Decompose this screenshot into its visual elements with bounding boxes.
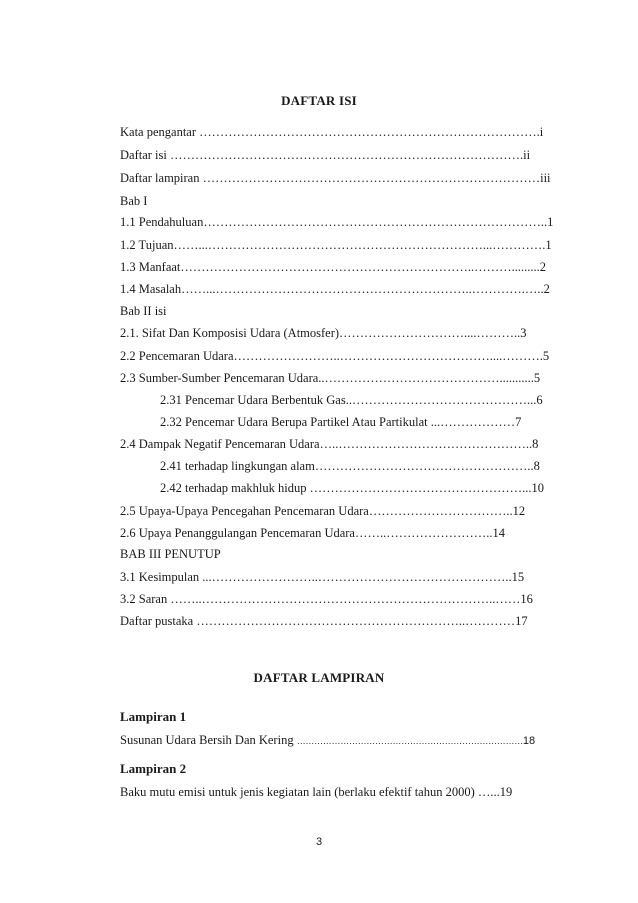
toc-subentry: 2.41 terhadap lingkungan alam……………………………………………..8 [160, 459, 540, 473]
toc-entry: 2.4 Dampak Negatif Pencemaran Udara…..………………………………………..8 [120, 437, 539, 451]
toc-entry: 3.2 Saran ……..……………………………………………………………..……16 [120, 592, 533, 606]
toc-entry: 2.5 Upaya-Upaya Pencegahan Pencemaran Udara……………………………..12 [120, 504, 526, 518]
toc-entry: Daftar pustaka ………………………………………………………..…………17 [120, 614, 528, 628]
toc-entry: 1.1 Pendahuluan………………………………………………………………………..1 [120, 215, 554, 229]
toc-entry: 1.2 Tujuan……...…………………………………………………………...………….1 [120, 238, 552, 252]
toc-entry: Kata pengantar ……………………………………………………………………….i [120, 125, 544, 139]
lampiran-heading: Lampiran 2 [120, 761, 187, 776]
toc-entry: Daftar lampiran ………………………………………………………………………iii [120, 171, 551, 185]
lampiran-heading: Lampiran 1 [120, 709, 187, 724]
lampiran-entry: Baku mutu emisi untuk jenis kegiatan lain (berlaku efektif tahun 2000) …...19 [120, 785, 513, 799]
lampiran-entry-leader: …………………………………………………………………… [296, 736, 523, 746]
toc-entry: BAB III PENUTUP [120, 547, 221, 561]
toc-entry: 2.1. Sifat Dan Komposisi Udara (Atmosfer)…………………………....………..3 [120, 326, 527, 340]
lampiran-title: DAFTAR LAMPIRAN [253, 670, 385, 685]
toc-entry: 2.2 Pencemaran Udara……………………..………………………………....……….5 [120, 349, 550, 363]
lampiran-entry [120, 732, 535, 749]
toc-subentry: 2.31 Pencemar Udara Berbentuk Gas..……………………………………...6 [160, 393, 543, 407]
toc-entry: 2.6 Upaya Penanggulangan Pencemaran Udara……..……………………..14 [120, 526, 505, 540]
lampiran-entry-page: 18 [522, 735, 536, 747]
toc-entry: 3.1 Kesimpulan ...……………………..………………………………………..15 [120, 570, 525, 584]
lampiran-entry-text: Susunan Udara Bersih Dan Kering [120, 733, 297, 747]
toc-subentry: 2.32 Pencemar Udara Berupa Partikel Atau Partikulat ...………………7 [160, 415, 522, 429]
toc-entry: Bab I [120, 194, 148, 208]
toc-entry: 2.3 Sumber-Sumber Pencemaran Udara..……………………………………...........5 [120, 371, 541, 385]
toc-entry: Daftar isi ………………………………………………………………………….ii [120, 148, 531, 162]
page-number: 3 [315, 836, 323, 848]
toc-entry: Bab II isi [120, 304, 167, 318]
toc-entry: 1.4 Masalah……...……………………………………………………..………….…..2 [120, 282, 550, 296]
toc-entry: 1.3 Manfaat……………………………………………………………..……….........2 [120, 260, 547, 274]
toc-subentry: 2.42 terhadap makhluk hidup ……………………………………………...10 [160, 481, 544, 495]
toc-title: DAFTAR ISI [281, 93, 357, 108]
